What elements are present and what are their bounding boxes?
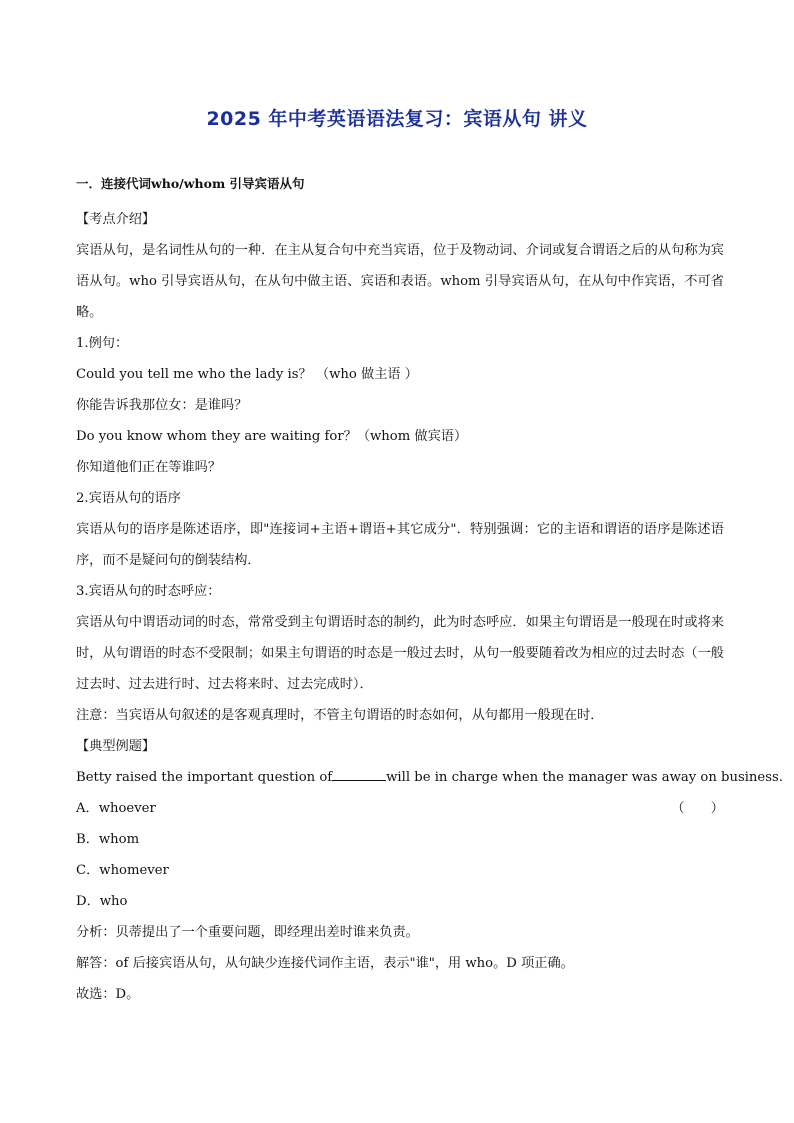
intro-paragraph: 宾语从句，是名词性从句的一种．在主从复合句中充当宾语，位于及物动词、介词或复合谓语之后的从句称为宾语从句。who 引导宾语从句，在从句中做主语、宾语和表语。whom 引导宾语从句，在从句中作宾语，不可省略。 xyxy=(76,243,724,320)
example-2-chinese: 你知道他们正在等谁吗？ xyxy=(76,460,222,475)
answer-parentheses: （ ） xyxy=(671,801,724,816)
word-order-label: 2.宾语从句的语序 xyxy=(76,491,181,506)
kaodian-label: 【考点介绍】 xyxy=(76,212,156,227)
choice-line: 故选：D。 xyxy=(76,987,140,1002)
question-text-before: Betty raised the important question of xyxy=(76,770,333,785)
section-heading: 一．连接代词who/whom 引导宾语从句 xyxy=(76,176,305,191)
note-paragraph: 注意：当宾语从句叙述的是客观真理时，不管主句谓语的时态如何，从句都用一般现在时． xyxy=(76,708,604,723)
question-text-after: will be in charge when the manager was away on business. xyxy=(386,770,783,785)
example-label: 1.例句： xyxy=(76,336,129,351)
example-2-english: Do you know whom they are waiting for？（whom 做宾语） xyxy=(76,429,468,444)
option-a: A．whoever xyxy=(76,801,156,816)
page-title: 2025 年中考英语语法复习：宾语从句 讲义 xyxy=(206,108,588,130)
example-1-chinese: 你能告诉我那位女：是谁吗？ xyxy=(76,398,248,413)
answer-line: 解答：of 后接宾语从句，从句缺少连接代词作主语，表示"谁"，用 who。D 项正确。 xyxy=(76,956,574,971)
document-body xyxy=(76,170,783,1010)
word-order-paragraph: 宾语从句的语序是陈述语序，即"连接词+主语+谓语+其它成分"．特别强调：它的主语和谓语的语序是陈述语序，而不是疑问句的倒装结构． xyxy=(76,522,724,568)
option-c: C．whomever xyxy=(76,863,169,878)
tense-label: 3.宾语从句的时态呼应： xyxy=(76,584,221,599)
analysis-line: 分析：贝蒂提出了一个重要问题，即经理出差时谁来负责。 xyxy=(76,925,419,940)
option-b: B．whom xyxy=(76,832,140,847)
typical-example-label: 【典型例题】 xyxy=(76,739,156,754)
example-1-english: Could you tell me who the lady is？ （who 做主语 ） xyxy=(76,367,418,382)
tense-paragraph: 宾语从句中谓语动词的时态，常常受到主句谓语时态的制约，此为时态呼应．如果主句谓语是一般现在时或将来时，从句谓语的时态不受限制；如果主句谓语的时态是一般过去时，从句一般要随着改为相应的过去时态（一般过去时、过去进行时、过去将来时、过去完成时）． xyxy=(76,615,724,692)
answer-blank xyxy=(332,768,386,781)
option-d: D．who xyxy=(76,894,128,909)
